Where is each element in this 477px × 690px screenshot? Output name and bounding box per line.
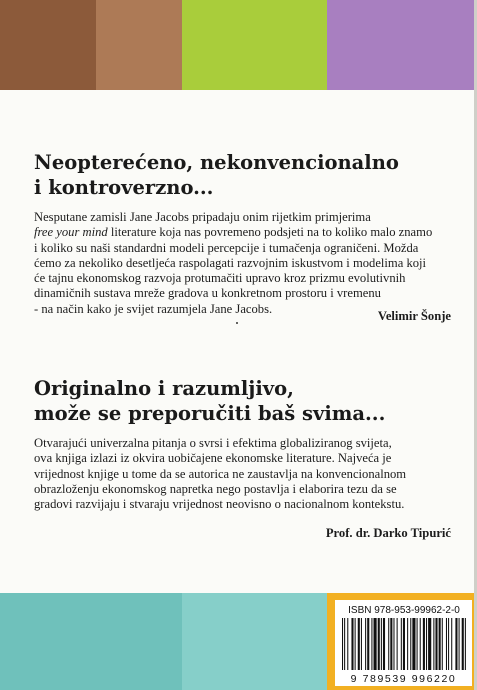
top-band-block-tan (96, 0, 182, 90)
body-line: gradovi razvijaju i stvaraju vrijednost neovisno o nacionalnom kontekstu. (34, 497, 405, 512)
body-line: obrazloženju ekonomskog napretka nego postavlja i elaborira tezu da se (34, 481, 397, 496)
top-band-block-green (182, 0, 327, 90)
section2-body (34, 436, 454, 512)
section1-heading-line: i kontroverzno... (34, 176, 214, 199)
top-color-band (0, 0, 477, 90)
section2-heading-line: može se preporučiti baš svima... (34, 402, 386, 425)
section1-heading-line: Neopterećeno, nekonvencionalno (34, 151, 399, 174)
body-line: ćemo za nekoliko desetljeća raspolagati razvojnim iskustvom i modelima koji (34, 255, 427, 270)
body-line: Nesputane zamisli Jane Jacobs pripadaju onim rijetkim primjerima (34, 210, 371, 224)
body-line: dinamičnih sustava mreže gradova u konkretnom prostoru i vremenu (34, 286, 381, 301)
body-line: Otvarajući univerzalna pitanja o svrsi i efektima globaliziranog svijeta, (34, 436, 392, 450)
isbn-label: ISBN 978-953-99962-2-0 (348, 605, 460, 616)
body-line: će tajnu ekonomskog razvoja protumačiti upravo kroz prizmu evolutivnih (34, 271, 406, 286)
section1-body (34, 210, 454, 317)
section1-heading (34, 150, 464, 200)
section2-author: Prof. dr. Darko Tipurić (325, 526, 451, 540)
top-band-block-purple (327, 0, 477, 90)
barcode-digits: 9 789539 996220 (350, 673, 457, 685)
body-line: free your mind literature koja nas povremeno podsjeti na to koliko malo znamo (34, 225, 433, 240)
section2-heading-line: Originalno i razumljivo, (34, 377, 294, 400)
emphasis-phrase: free your mind (34, 225, 108, 240)
top-band-block-brown (0, 0, 96, 90)
section1-author: Velimir Šonje (377, 309, 451, 323)
body-line: ova knjiga izlazi iz okvira uobičajene ekonomske literature. Najveća je (34, 451, 392, 466)
section2-heading (34, 376, 464, 426)
body-line: vrijednost knjige u tome da se autorica ne zaustavlja na konvencionalnom (34, 466, 407, 481)
body-line: i koliko su naši standardni modeli percepcije i tumačenja ograničeni. Možda (34, 240, 419, 255)
bottom-band-block-aqua (182, 593, 327, 690)
body-line: - na način kako je svijet razumjela Jane Jacobs. (34, 301, 273, 316)
bottom-band-block-teal (0, 593, 182, 690)
barcode-icon (339, 618, 468, 674)
isbn-barcode-panel (335, 600, 472, 686)
print-speck (236, 322, 238, 324)
